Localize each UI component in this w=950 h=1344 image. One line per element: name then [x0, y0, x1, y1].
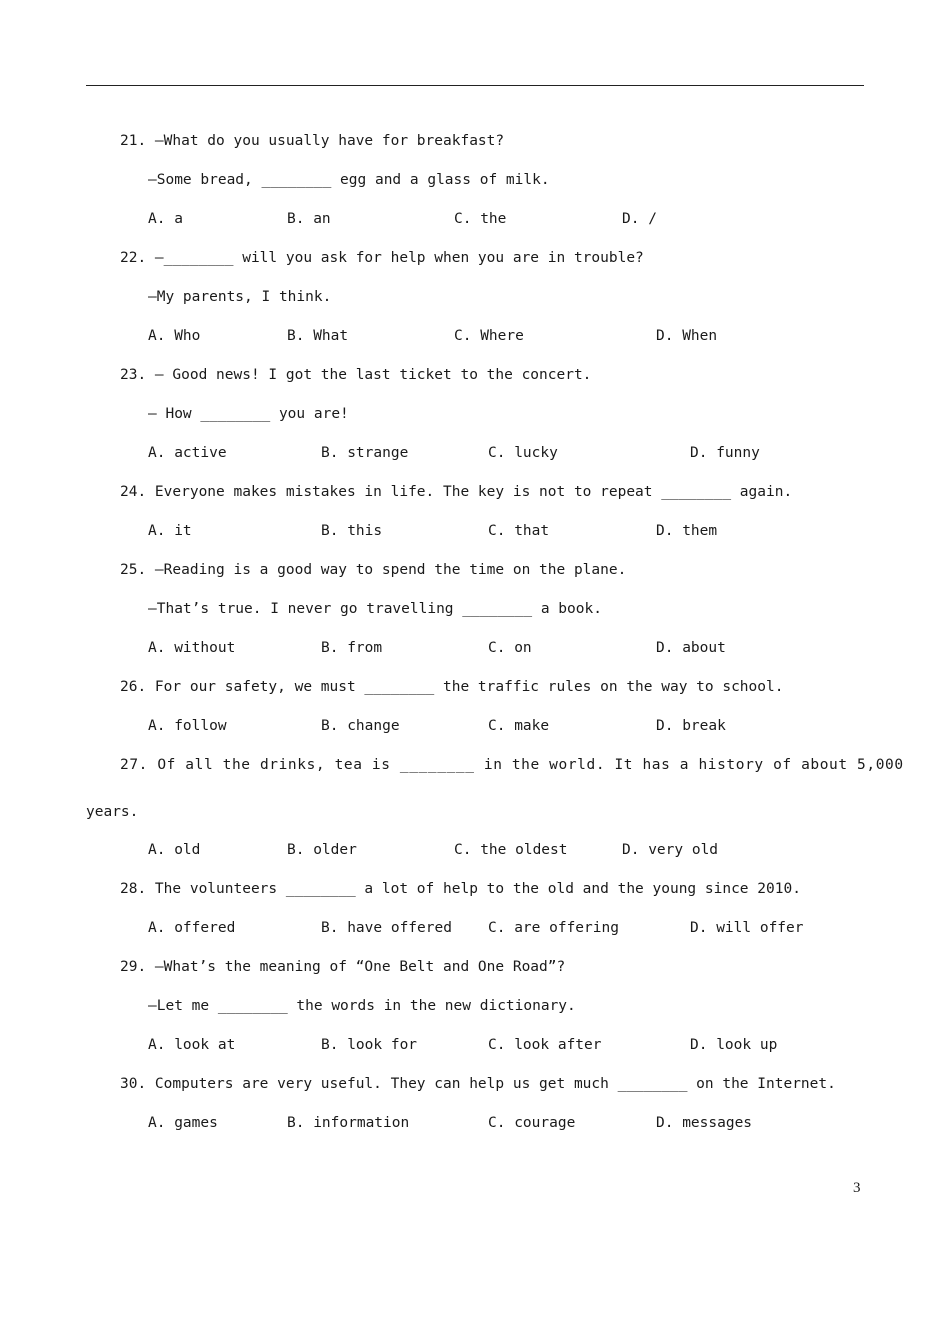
question-26-stem: 26. For our safety, we must ________ the traffic rules on the way to school.: [120, 679, 784, 695]
question-23-stem: 23. — Good news! I got the last ticket to the concert.: [120, 367, 592, 383]
option-26-d: D. break: [656, 718, 726, 734]
option-26-a: A. follow: [148, 718, 227, 734]
option-30-c: C. courage: [488, 1115, 576, 1131]
option-29-a: A. look at: [148, 1037, 236, 1053]
option-23-d: D. funny: [690, 445, 760, 461]
option-25-b: B. from: [321, 640, 383, 656]
option-22-a: A. Who: [148, 328, 201, 344]
option-23-b: B. strange: [321, 445, 409, 461]
option-22-b: B. What: [287, 328, 349, 344]
option-30-d: D. messages: [656, 1115, 753, 1131]
question-27-continuation: years.: [86, 804, 139, 820]
question-21-stem: 21. —What do you usually have for breakfast?: [120, 133, 505, 149]
question-29-response: —Let me ________ the words in the new dictionary.: [148, 998, 576, 1014]
question-29-stem: 29. —What’s the meaning of “One Belt and One Road”?: [120, 959, 566, 975]
header-rule: [86, 85, 864, 86]
option-30-a: A. games: [148, 1115, 218, 1131]
question-27-stem: 27. Of all the drinks, tea is ________ in the world. It has a history of about 5,000: [120, 757, 904, 773]
option-30-b: B. information: [287, 1115, 410, 1131]
option-25-a: A. without: [148, 640, 236, 656]
question-25-stem: 25. —Reading is a good way to spend the time on the plane.: [120, 562, 627, 578]
option-29-c: C. look after: [488, 1037, 602, 1053]
option-25-d: D. about: [656, 640, 726, 656]
option-29-b: B. look for: [321, 1037, 418, 1053]
option-24-d: D. them: [656, 523, 718, 539]
option-28-c: C. are offering: [488, 920, 619, 936]
option-27-b: B. older: [287, 842, 357, 858]
option-26-b: B. change: [321, 718, 400, 734]
option-21-c: C. the: [454, 211, 507, 227]
option-27-d: D. very old: [622, 842, 719, 858]
option-22-c: C. Where: [454, 328, 524, 344]
question-24-stem: 24. Everyone makes mistakes in life. The key is not to repeat ________ again.: [120, 484, 793, 500]
option-28-d: D. will offer: [690, 920, 804, 936]
question-21-response: —Some bread, ________ egg and a glass of milk.: [148, 172, 550, 188]
option-28-a: A. offered: [148, 920, 236, 936]
option-21-b: B. an: [287, 211, 331, 227]
option-26-c: C. make: [488, 718, 550, 734]
question-28-stem: 28. The volunteers ________ a lot of help to the old and the young since 2010.: [120, 881, 801, 897]
option-28-b: B. have offered: [321, 920, 452, 936]
option-29-d: D. look up: [690, 1037, 778, 1053]
question-22-stem: 22. —________ will you ask for help when you are in trouble?: [120, 250, 644, 266]
option-24-b: B. this: [321, 523, 383, 539]
page-number: 3: [853, 1180, 861, 1196]
option-21-a: A. a: [148, 211, 183, 227]
option-27-a: A. old: [148, 842, 201, 858]
question-23-response: — How ________ you are!: [148, 406, 349, 422]
question-22-response: —My parents, I think.: [148, 289, 332, 305]
option-24-a: A. it: [148, 523, 192, 539]
option-24-c: C. that: [488, 523, 550, 539]
question-25-response: —That’s true. I never go travelling ________ a book.: [148, 601, 602, 617]
option-27-c: C. the oldest: [454, 842, 568, 858]
question-30-stem: 30. Computers are very useful. They can help us get much ________ on the Internet.: [120, 1076, 836, 1092]
option-23-a: A. active: [148, 445, 227, 461]
option-25-c: C. on: [488, 640, 532, 656]
option-21-d: D. /: [622, 211, 657, 227]
option-23-c: C. lucky: [488, 445, 558, 461]
option-22-d: D. When: [656, 328, 718, 344]
